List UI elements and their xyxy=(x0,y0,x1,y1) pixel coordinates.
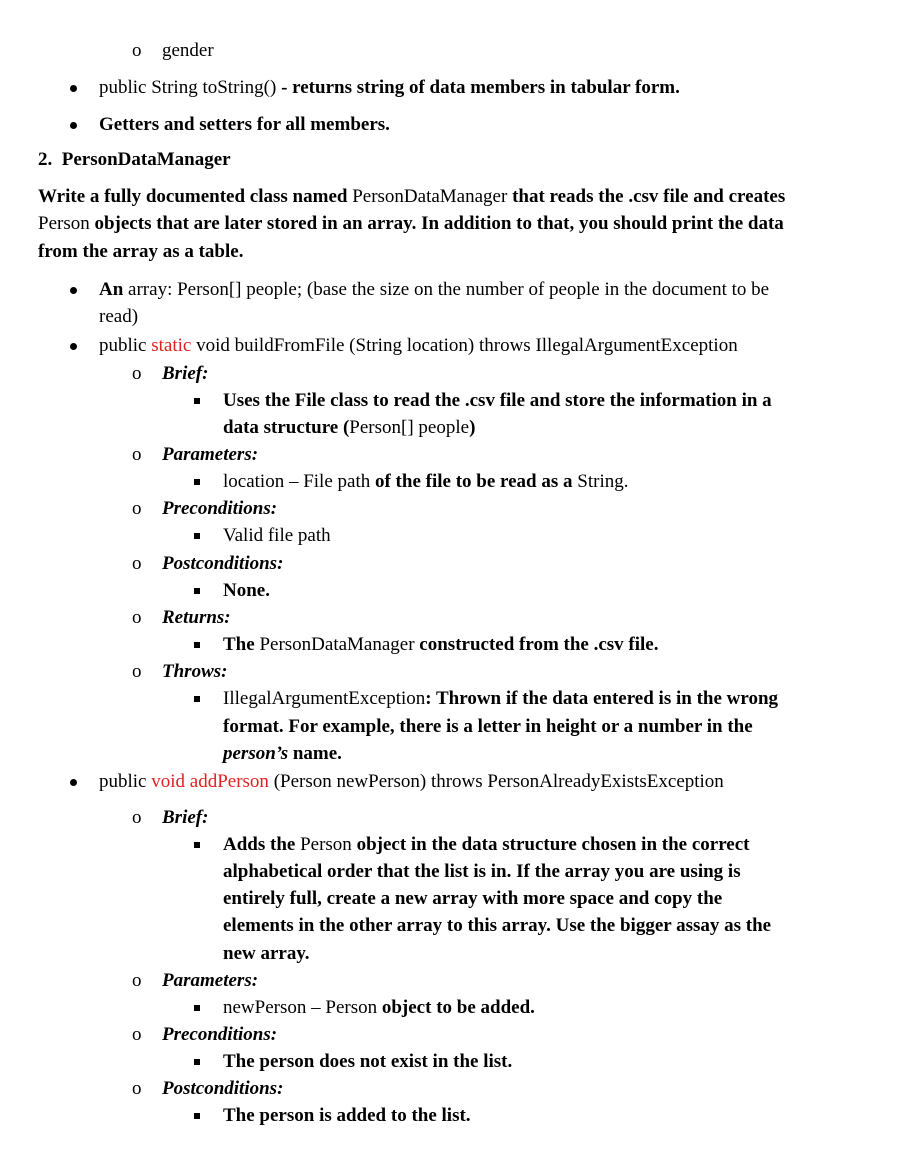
intro-line-2: Person objects that are later stored in an array. In addition to that, you should print the data xyxy=(38,213,784,234)
build-param-line: location – File path of the file to be read as a String. xyxy=(223,471,629,492)
build-precondition: Valid file path xyxy=(223,525,331,546)
bullet-icon xyxy=(70,114,78,136)
add-param-line: newPerson – Person object to be added. xyxy=(223,997,535,1018)
brief-label: Brief: xyxy=(162,807,209,828)
preconditions-label: Preconditions: xyxy=(162,1024,278,1045)
add-brief-line-4: elements in the other array to this array. Use the bigger assay as the xyxy=(223,915,772,936)
circle-bullet-icon: o xyxy=(132,970,142,991)
bullet-icon xyxy=(70,335,78,357)
throws-label: Throws: xyxy=(162,661,228,682)
circle-bullet-icon: o xyxy=(132,807,142,828)
circle-bullet-icon: o xyxy=(132,607,142,628)
build-returns: The PersonDataManager constructed from the .csv file. xyxy=(223,634,659,655)
square-bullet-icon xyxy=(194,834,200,856)
square-bullet-icon xyxy=(194,471,200,493)
build-brief-line-2: data structure (Person[] people) xyxy=(223,417,476,438)
circle-bullet-icon: o xyxy=(132,553,142,574)
square-bullet-icon xyxy=(194,634,200,656)
preconditions-label: Preconditions: xyxy=(162,498,278,519)
section-heading: 2. PersonDataManager xyxy=(38,149,231,170)
bullet-icon xyxy=(70,279,78,301)
parameters-label: Parameters: xyxy=(162,444,259,465)
getters-item: Getters and setters for all members. xyxy=(99,114,390,135)
intro-line-1: Write a fully documented class named PersonDataManager that reads the .csv file and creates xyxy=(38,186,786,207)
build-postcondition: None. xyxy=(223,580,270,601)
parameters-label: Parameters: xyxy=(162,970,259,991)
build-throws-line-3: person’s name. xyxy=(223,743,342,764)
gender-item: gender xyxy=(162,40,214,61)
circle-bullet-icon: o xyxy=(132,363,142,384)
square-bullet-icon xyxy=(194,997,200,1019)
square-bullet-icon xyxy=(194,525,200,547)
array-item-line-1: An array: Person[] people; (base the size on the number of people in the document to be xyxy=(99,279,770,300)
square-bullet-icon xyxy=(194,390,200,412)
square-bullet-icon xyxy=(194,1051,200,1073)
circle-bullet-icon: o xyxy=(132,1078,142,1099)
circle-bullet-icon: o xyxy=(132,661,142,682)
array-item-line-2: read) xyxy=(99,306,139,327)
circle-bullet-icon: o xyxy=(132,40,142,61)
add-brief-line-2: alphabetical order that the list is in. If the array you are using is xyxy=(223,861,741,882)
postconditions-label: Postconditions: xyxy=(162,553,284,574)
bullet-icon xyxy=(70,771,78,793)
add-precondition: The person does not exist in the list. xyxy=(223,1051,513,1072)
build-throws-line-2: format. For example, there is a letter in height or a number in the xyxy=(223,716,753,737)
intro-line-3: from the array as a table. xyxy=(38,241,244,262)
square-bullet-icon xyxy=(194,688,200,710)
addperson-signature: public void addPerson (Person newPerson) throws PersonAlreadyExistsException xyxy=(99,771,724,792)
build-throws-line-1: IllegalArgumentException: Thrown if the data entered is in the wrong xyxy=(223,688,779,709)
circle-bullet-icon: o xyxy=(132,444,142,465)
add-brief-line-3: entirely full, create a new array with more space and copy the xyxy=(223,888,723,909)
circle-bullet-icon: o xyxy=(132,1024,142,1045)
buildfromfile-signature: public static void buildFromFile (String location) throws IllegalArgumentException xyxy=(99,335,738,356)
square-bullet-icon xyxy=(194,580,200,602)
square-bullet-icon xyxy=(194,1105,200,1127)
brief-label: Brief: xyxy=(162,363,209,384)
build-brief-line-1: Uses the File class to read the .csv file and store the information in a xyxy=(223,390,772,411)
postconditions-label: Postconditions: xyxy=(162,1078,284,1099)
add-postcondition: The person is added to the list. xyxy=(223,1105,471,1126)
returns-label: Returns: xyxy=(162,607,231,628)
tostring-item: public String toString() - returns string of data members in tabular form. xyxy=(99,77,680,98)
circle-bullet-icon: o xyxy=(132,498,142,519)
add-brief-line-5: new array. xyxy=(223,943,310,964)
add-brief-line-1: Adds the Person object in the data structure chosen in the correct xyxy=(223,834,750,855)
bullet-icon xyxy=(70,77,78,99)
